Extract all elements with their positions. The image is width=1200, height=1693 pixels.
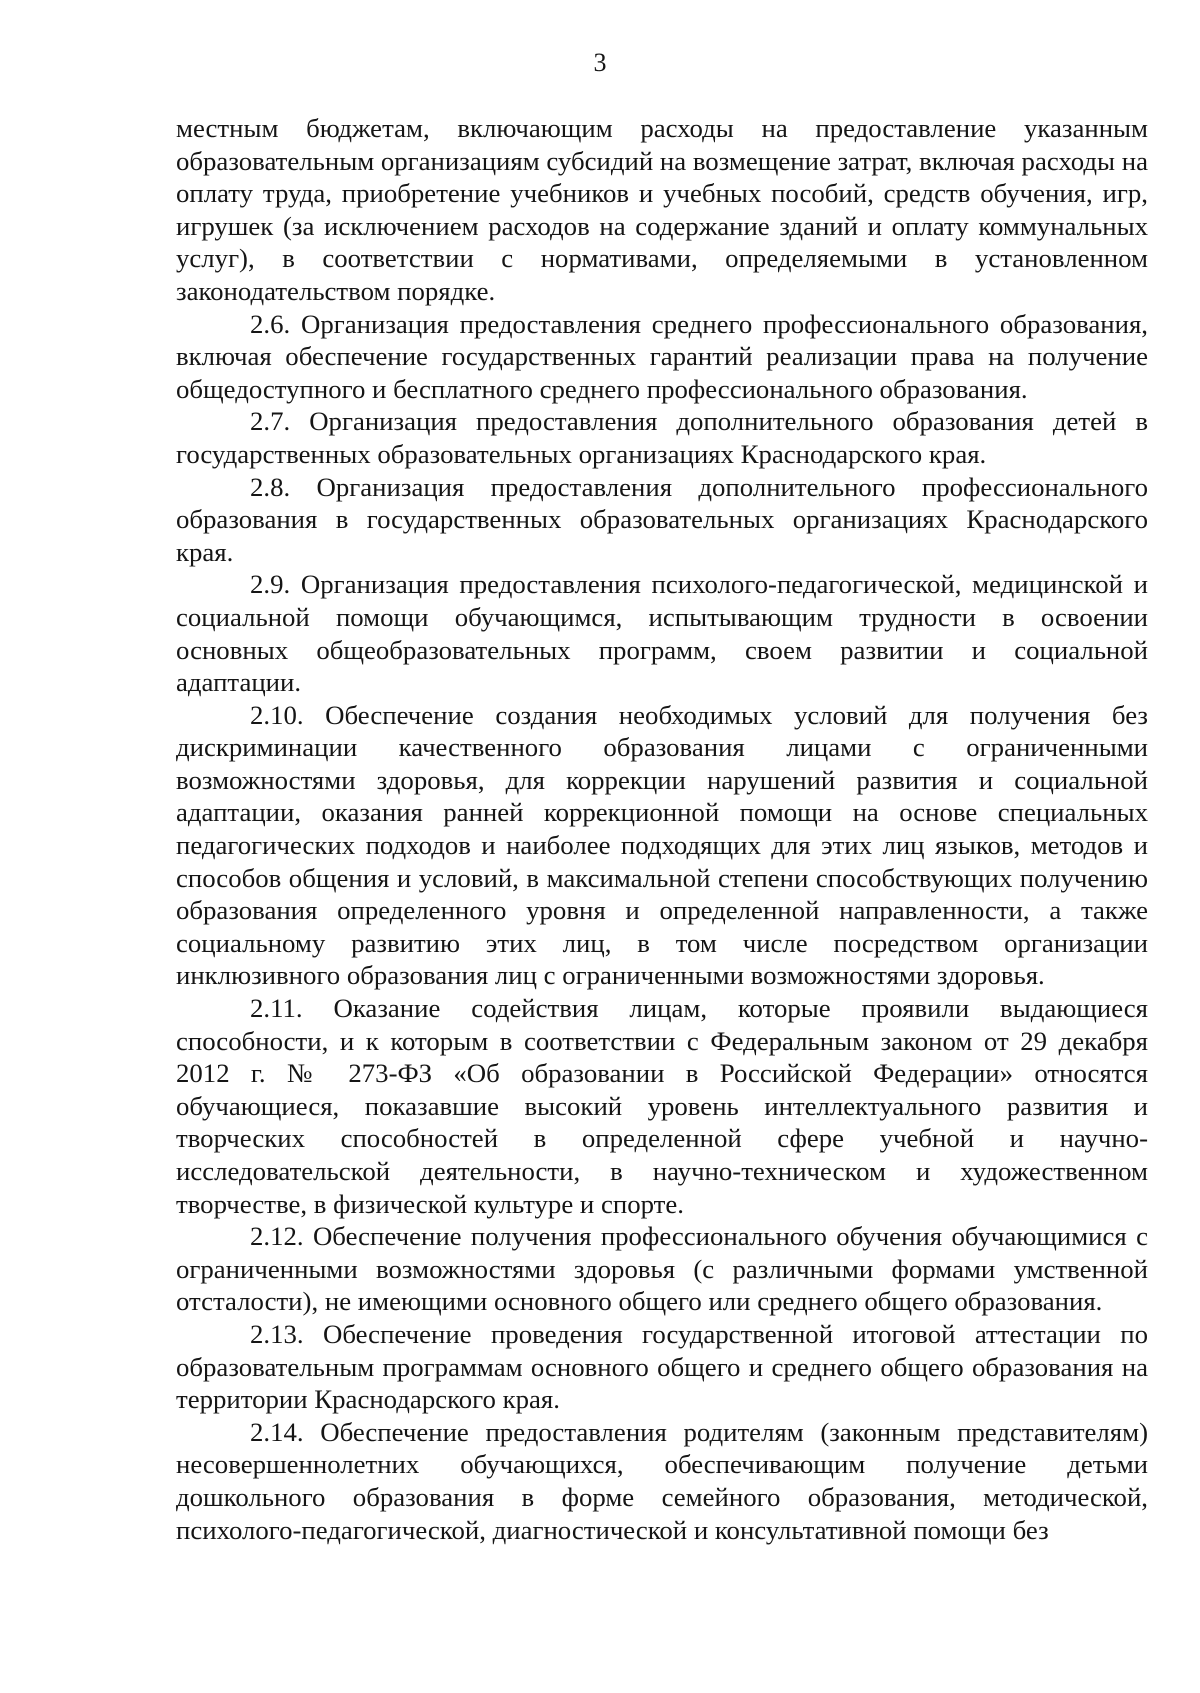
paragraph-2-12: 2.12. Обеспечение получения профессионального обучения обучающимися с ограниченными возможностями здоровья (с различными формами умственной отсталости), не имеющими основного общего или среднего общего образования. xyxy=(176,1221,1148,1317)
page-number: 3 xyxy=(593,48,607,77)
paragraph-2-10: 2.10. Обеспечение создания необходимых условий для получения без дискриминации качественного образования лицами с ограниченными возможностями здоровья, для коррекции нарушений развития и социальной адаптации, оказания ранней коррекционной помощи на основе специальных педагогических подходов и наиболее подходящих для этих лиц языков, методов и способов общения и условий, в максимальной степени способствующих получению образования определенного уровня и определенной направленности, а также социальному развитию этих лиц, в том числе посредством организации инклюзивного образования лиц с ограниченными возможностями здоровья. xyxy=(176,699,1148,991)
paragraph-continuation: местным бюджетам, включающим расходы на предоставление указанным образовательным организациям субсидий на возмещение затрат, включая расходы на оплату труда, приобретение учебников и учебных пособий, средств обучения, игр, игрушек (за исключением расходов на содержание зданий и оплату коммунальных услуг), в соответствии с нормативами, определяемыми в установленном законодательством порядке. xyxy=(176,113,1148,306)
paragraph-2-11: 2.11. Оказание содействия лицам, которые проявили выдающиеся способности, и к которым в соответствии с Федеральным законом от 29 декабря 2012 г. № 273-ФЗ «Об образовании в Российской Федерации» относятся обучающиеся, показавшие высокий уровень интеллектуального развития и творческих способностей в определенной сфере учебной и научно-исследовательской деятельности, в научно-техническом и художественном творчестве, в физической культуре и спорте. xyxy=(176,993,1148,1219)
paragraph-2-13: 2.13. Обеспечение проведения государственной итоговой аттестации по образовательным программам основного общего и среднего общего образования на территории Краснодарского края. xyxy=(176,1318,1148,1415)
document-body xyxy=(176,112,1148,1546)
paragraph-2-9: 2.9. Организация предоставления психолого-педагогической, медицинской и социальной помощи обучающимся, испытывающим трудности в освоении основных общеобразовательных программ, своем развитии и социальной адаптации. xyxy=(176,569,1148,698)
paragraph-2-7: 2.7. Организация предоставления дополнительного образования детей в государственных образовательных организациях Краснодарского края. xyxy=(176,406,1148,469)
paragraph-2-8: 2.8. Организация предоставления дополнительного профессионального образования в государственных образовательных организациях Краснодарского края. xyxy=(176,471,1148,567)
paragraph-2-14: 2.14. Обеспечение предоставления родителям (законным представителям) несовершеннолетних обучающихся, обеспечивающим получение детьми дошкольного образования в форме семейного образования, методической, психолого-педагогической, диагностической и консультативной помощи без xyxy=(176,1416,1148,1545)
paragraph-2-6: 2.6. Организация предоставления среднего профессионального образования, включая обеспечение государственных гарантий реализации права на получение общедоступного и бесплатного среднего профессионального образования. xyxy=(176,308,1148,404)
